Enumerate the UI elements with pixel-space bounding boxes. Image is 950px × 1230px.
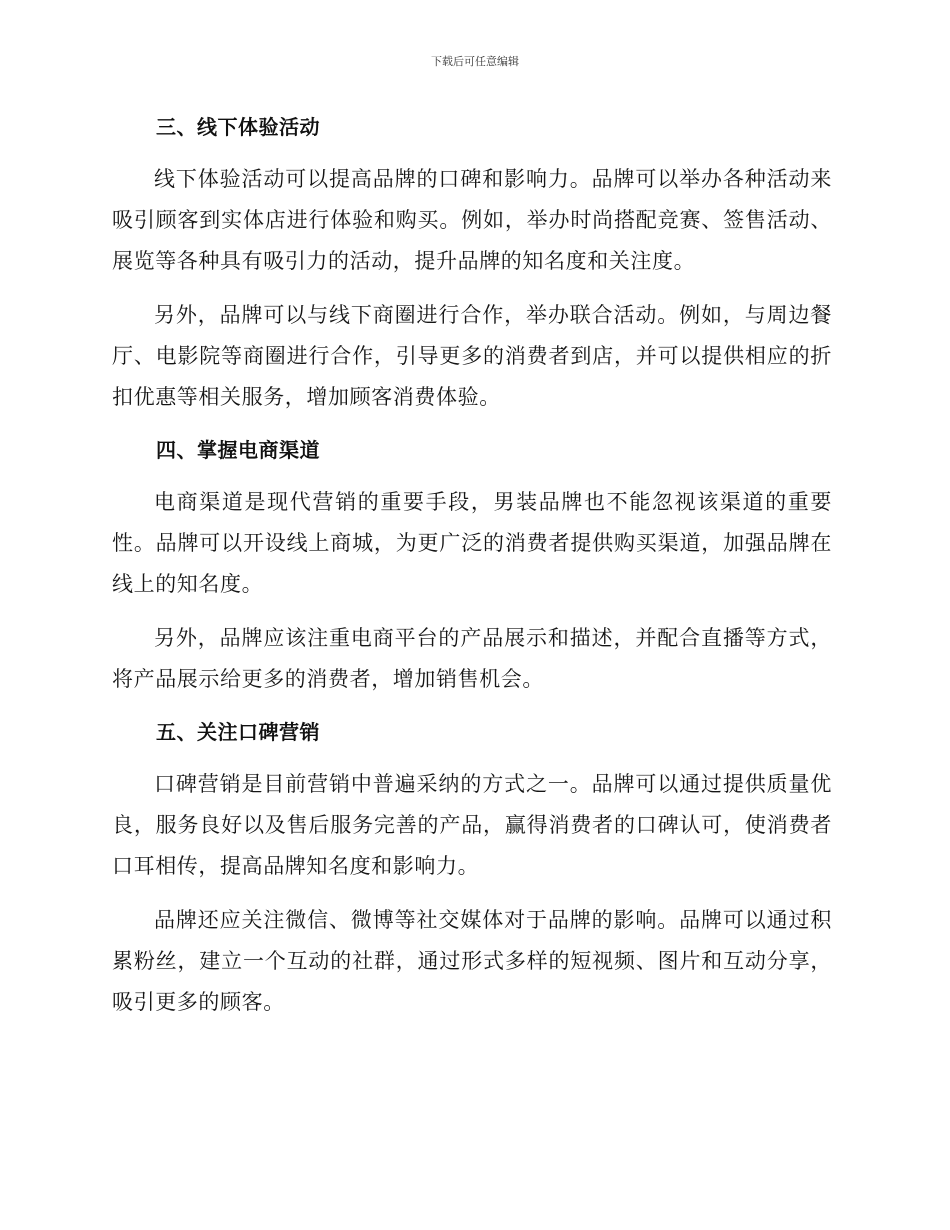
section-heading: 五、关注口碑营销 (156, 720, 320, 744)
section-word-of-mouth (112, 713, 832, 1023)
paragraph: 线下体验活动可以提高品牌的口碑和影响力。品牌可以举办各种活动来吸引顾客到实体店进行体验和购买。例如，举办时尚搭配竞赛、签售活动、展览等各种具有吸引力的活动，提升品牌的知名度和关注度。 (112, 167, 832, 273)
document-body (112, 108, 832, 1023)
section-heading: 三、线下体验活动 (156, 115, 320, 139)
paragraph: 品牌还应关注微信、微博等社交媒体对于品牌的影响。品牌可以通过积累粉丝，建立一个互动的社群，通过形式多样的短视频、图片和互动分享，吸引更多的顾客。 (112, 908, 832, 1014)
paragraph: 另外，品牌应该注重电商平台的产品展示和描述，并配合直播等方式，将产品展示给更多的消费者，增加销售机会。 (112, 626, 832, 691)
section-ecommerce-channel (112, 431, 832, 713)
header-note: 下载后可任意编辑 (431, 55, 519, 68)
paragraph: 电商渠道是现代营销的重要手段，男装品牌也不能忽视该渠道的重要性。品牌可以开设线上商城，为更广泛的消费者提供购买渠道，加强品牌在线上的知名度。 (112, 490, 832, 596)
section-offline-experience (112, 108, 832, 431)
paragraph: 口碑营销是目前营销中普遍采纳的方式之一。品牌可以通过提供质量优良，服务良好以及售后服务完善的产品，赢得消费者的口碑认可，使消费者口耳相传，提高品牌知名度和影响力。 (112, 772, 832, 878)
paragraph: 另外，品牌可以与线下商圈进行合作，举办联合活动。例如，与周边餐厅、电影院等商圈进行合作，引导更多的消费者到店，并可以提供相应的折扣优惠等相关服务，增加顾客消费体验。 (112, 303, 832, 409)
section-heading: 四、掌握电商渠道 (156, 438, 320, 462)
